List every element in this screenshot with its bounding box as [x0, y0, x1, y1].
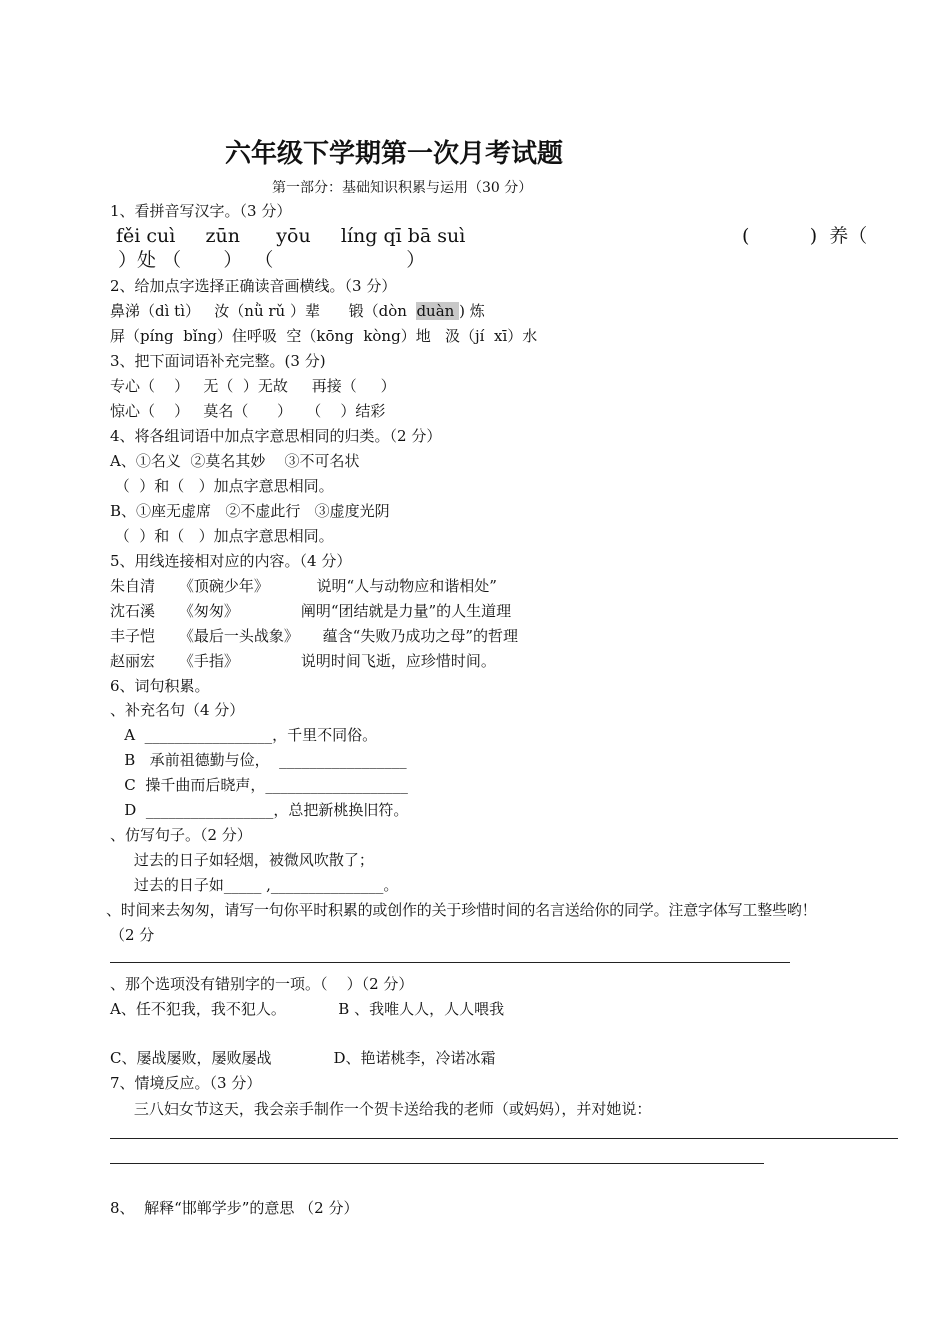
answer-line — [110, 1163, 764, 1164]
q4-group-b-answer: （ ）和（ ）加点字意思相同。 — [110, 527, 334, 545]
q7-heading: 7、情境反应。（3 分） — [110, 1074, 262, 1092]
q6-sub-famous-lines: 、补充名句（4 分） — [110, 701, 245, 719]
q4-group-a: A、①名义 ②莫名其妙 ③不可名状 — [110, 452, 360, 470]
q6-heading: 6、词句积累。 — [110, 677, 210, 695]
q7-prompt: 三八妇女节这天，我会亲手制作一个贺卡送给我的老师（或妈妈），并对她说： — [110, 1100, 652, 1118]
q6-sub-imitate: 、仿写句子。（2 分） — [110, 826, 252, 844]
q6-sub-motto-score: （2 分 — [110, 926, 155, 944]
q6-example-sentence: 过去的日子如轻烟，被微风吹散了； — [110, 851, 374, 869]
q3-row-1: 专心（ ） 无（ ）无故 再接（ ） — [110, 377, 396, 395]
q6-sub-motto: 、时间来去匆匆，请写一句你平时积累的或创作的关于珍惜时间的名言送给你的同学。注意字体写工整些哟！ — [106, 901, 817, 919]
highlighted-pinyin: duàn — [416, 302, 460, 320]
answer-line — [110, 962, 790, 963]
q5-heading: 5、用线连接相对应的内容。（4 分） — [110, 552, 352, 570]
q6-line-a: A _________________，千里不同俗。 — [110, 726, 378, 744]
q5-row: 朱自清 《顶碗少年》 说明“人与动物应和谐相处” — [110, 577, 497, 595]
q6-fill-sentence: 过去的日子如_____ ,_______________。 — [110, 876, 399, 894]
q6-line-d: D _________________，总把新桃换旧符。 — [110, 801, 409, 819]
exam-title: 六年级下学期第一次月考试题 — [225, 139, 564, 169]
q4-heading: 4、将各组词语中加点字意思相同的归类。（2 分） — [110, 427, 442, 445]
answer-line — [110, 1138, 898, 1139]
q6-line-b: B 承前祖德勤与俭， _________________ — [110, 751, 407, 769]
q1-heading: 1、看拼音写汉字。（3 分） — [110, 202, 292, 220]
q3-heading: 3、把下面词语补充完整。(3 分) — [110, 352, 326, 370]
q6-sub-typo: 、那个选项没有错别字的一项。（ ）（2 分） — [110, 975, 414, 993]
q2-row-1-post: ) 炼 — [459, 302, 485, 320]
q6-line-c: C 操千曲而后晓声，___________________ — [110, 776, 408, 794]
q5-row: 沈石溪 《匆匆》 阐明“团结就是力量”的人生道理 — [110, 602, 512, 620]
q6-options-cd: C、屡战屡败，屡败屡战 D、艳诺桃李，冷诺冰霜 — [110, 1049, 496, 1067]
q2-row-1-pre: 鼻涕（dì tì） 汝（nǜ rǔ ）辈 锻（dòn — [110, 302, 417, 320]
q2-row-2: 屏（píng bǐng）住呼吸 空（kōng kòng）地 汲（jí xī）水 — [110, 327, 538, 345]
q4-group-a-answer: （ ）和（ ）加点字意思相同。 — [110, 477, 334, 495]
q2-heading: 2、给加点字选择正确读音画横线。（3 分） — [110, 277, 397, 295]
q1-blank-line: ）处 （ ） （ ） — [112, 249, 426, 271]
q1-pinyin: fěi cuì zūn yōu líng qī bā suì — [116, 225, 466, 247]
q1-blank-right: ( ) 养（ — [742, 225, 868, 247]
q6-options-ab: A、任不犯我，我不犯人。 B 、我唯人人，人人喂我 — [110, 1000, 505, 1018]
part-one-heading: 第一部分：基础知识积累与运用（30 分） — [272, 180, 533, 196]
q5-row: 赵丽宏 《手指》 说明时间飞逝，应珍惜时间。 — [110, 652, 496, 670]
q3-row-2: 惊心（ ） 莫名（ ） （ ）结彩 — [110, 402, 386, 420]
q5-row: 丰子恺 《最后一头战象》 蕴含“失败乃成功之母”的哲理 — [110, 627, 519, 645]
q8-heading: 8、 解释“邯郸学步”的意思 （2 分） — [110, 1199, 359, 1217]
q4-group-b: B、①座无虚席 ②不虚此行 ③虚度光阴 — [110, 502, 390, 520]
q2-row-1 — [110, 301, 485, 321]
